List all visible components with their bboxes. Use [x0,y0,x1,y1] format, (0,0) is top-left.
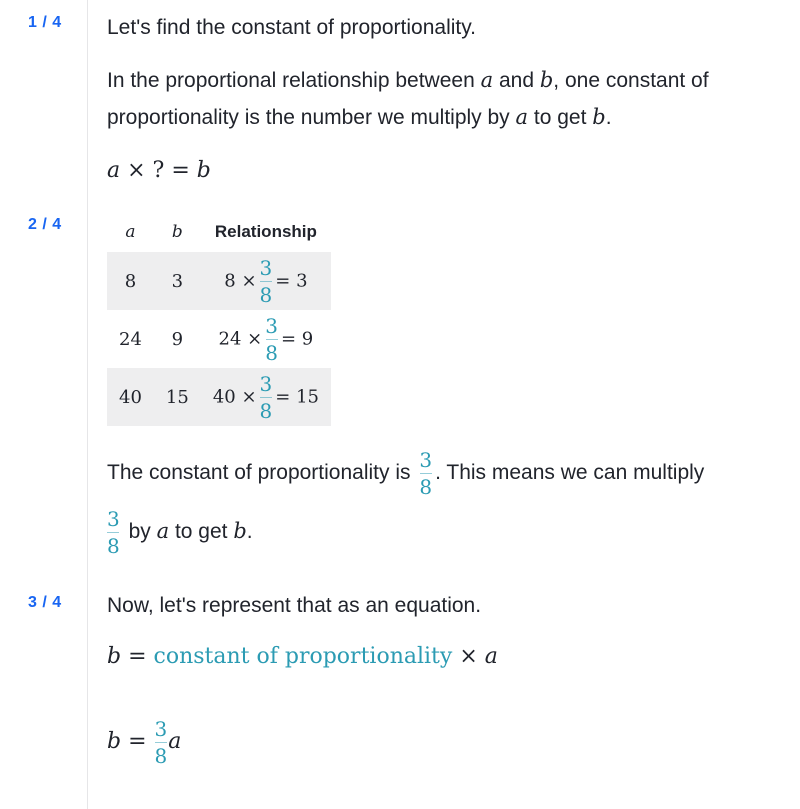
paragraph-text: , one constant of proportionality is the number we multiply by [107,69,709,129]
step-number-2: 2 / 4 [28,216,62,233]
cell-b: 3 [154,252,201,310]
step-2-content [107,212,796,561]
column-header-a: a [125,222,136,242]
equals-sign: = [121,729,154,754]
fraction-denominator: 8 [419,474,433,499]
equation-b: b [196,158,211,183]
relationship-right: = 9 [280,328,314,349]
fraction-denominator: 8 [154,743,168,768]
conclusion-text: to get [169,520,234,543]
step-1-equation [107,152,796,189]
step-1-heading: Let's find the constant of proportionality. [107,16,477,39]
equation-b: b [107,644,122,669]
conclusion-text: . [246,520,253,543]
cell-a: 24 [119,328,142,350]
steps-divider [87,0,88,809]
cell-a: 40 [107,368,154,426]
table-row [107,252,331,310]
fraction-denominator: 8 [107,533,120,558]
fraction [419,449,432,498]
equation-operator: × ? = [120,158,197,183]
equation-a: a [107,158,121,183]
conclusion-text: by [122,520,157,543]
variable-b: b [233,519,247,543]
relationship-left: 8 × [224,270,257,291]
equation-a: a [484,644,498,669]
column-header-b: b [171,222,183,242]
relationship-left: 40 × [212,386,257,407]
equation-a: a [168,729,182,754]
fraction [260,373,273,422]
conclusion-paragraph [107,444,796,561]
paragraph-text: and [493,69,540,92]
cell-b: 15 [154,368,201,426]
cell-b: 9 [171,328,184,350]
variable-a: a [480,68,494,92]
constant-label: constant of proportionality [153,644,453,669]
fraction-denominator: 8 [259,282,273,307]
fraction [265,315,278,364]
step-number-1: 1 / 4 [28,14,62,31]
equation-general [107,638,796,675]
step-number-3: 3 / 4 [28,594,62,611]
relationship-right: = 3 [275,270,308,291]
cell-relationship [201,252,331,310]
step-1-paragraph [107,62,796,136]
fraction-denominator: 8 [265,340,278,365]
relationship-table [107,212,331,426]
table-row [107,310,331,368]
fraction-numerator: 3 [265,313,278,338]
times-sign: × [452,644,485,669]
fraction-numerator: 3 [154,716,168,741]
fraction-denominator: 8 [259,398,273,423]
fraction-numerator: 3 [259,371,273,396]
fraction [155,718,168,767]
fraction-numerator: 3 [107,506,120,531]
variable-a: a [156,519,170,543]
cell-a: 8 [107,252,154,310]
paragraph-text: In the proportional relationship between [107,69,481,92]
variable-b: b [539,68,554,92]
equation-specific [107,711,796,772]
variable-b: b [592,105,606,129]
fraction-numerator: 3 [419,447,433,472]
step-3-content [107,588,796,772]
conclusion-text: . This means we can multiply [435,461,705,484]
conclusion-text: The constant of proportionality is [107,461,417,484]
equation-b: b [107,729,122,754]
step-3-heading: Now, let's represent that as an equation. [107,594,482,617]
fraction [260,257,273,306]
step-1-content [107,10,796,189]
cell-relationship [201,368,331,426]
fraction [107,508,120,557]
equals-sign: = [121,644,154,669]
paragraph-text: . [605,106,612,129]
paragraph-text: to get [528,106,593,129]
relationship-right: = 15 [275,386,319,407]
fraction-numerator: 3 [259,255,273,280]
table-row [107,368,331,426]
variable-a: a [515,105,529,129]
relationship-left: 24 × [218,328,263,349]
column-header-relationship: Relationship [214,222,317,241]
cell-relationship [201,310,331,368]
